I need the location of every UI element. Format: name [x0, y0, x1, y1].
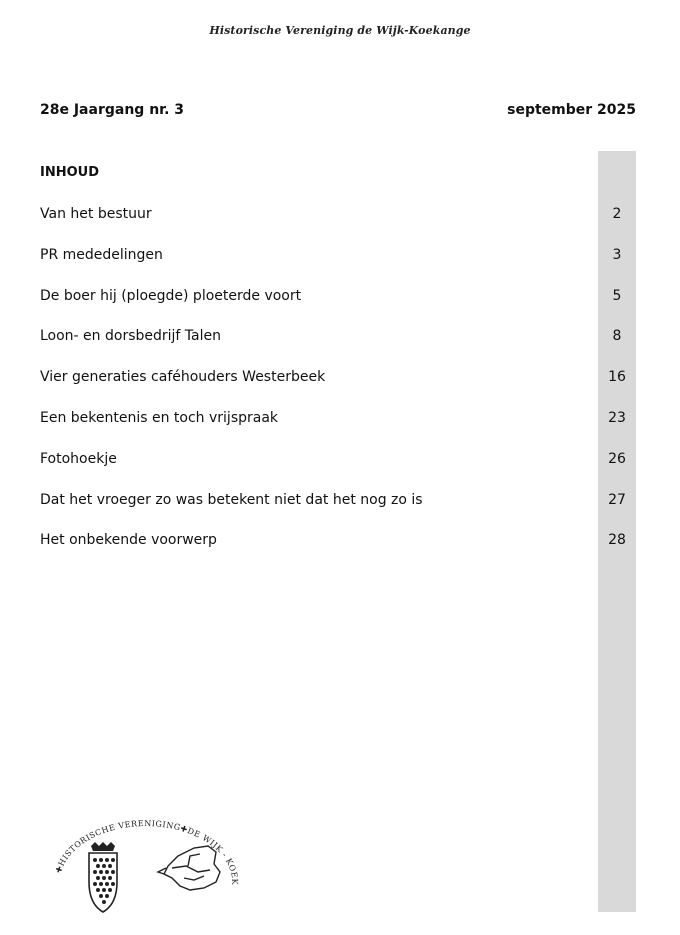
toc-item-title: Het onbekende voorwerp: [40, 532, 217, 548]
toc-item-page: 28: [608, 532, 626, 548]
toc-item[interactable]: [40, 206, 636, 226]
toc-item-page: 23: [608, 410, 626, 426]
toc-item-title: Dat het vroeger zo was betekent niet dat het nog zo is: [40, 492, 423, 508]
toc-item[interactable]: [40, 369, 636, 389]
toc-item-page: 26: [608, 451, 626, 467]
issue-volume: 28e Jaargang nr. 3: [40, 102, 184, 118]
issue-info: [40, 102, 636, 122]
toc-item[interactable]: [40, 328, 636, 348]
toc-item[interactable]: [40, 247, 636, 267]
toc-item-page: 16: [608, 369, 626, 385]
toc-item[interactable]: [40, 288, 636, 308]
toc-item-page: 27: [608, 492, 626, 508]
toc-item-title: Een bekentenis en toch vrijspraak: [40, 410, 279, 426]
toc-item[interactable]: [40, 410, 636, 430]
crest-icon: [89, 842, 117, 912]
svg-text:✚HISTORISCHE VERENIGING✚DE WIJ: ✚HISTORISCHE VERENIGING✚DE WIJK - KOEK: [53, 820, 240, 885]
toc-item-title: PR mededelingen: [40, 247, 163, 263]
society-logo: [50, 820, 240, 920]
toc-item-title: Van het bestuur: [40, 206, 152, 222]
toc-item-page: 3: [612, 247, 622, 263]
toc-heading: INHOUD: [40, 165, 99, 180]
toc-item-title: Loon- en dorsbedrijf Talen: [40, 328, 221, 344]
toc-item-title: Fotohoekje: [40, 451, 117, 467]
map-icon: [158, 846, 220, 890]
issue-date: september 2025: [507, 102, 636, 118]
toc-item[interactable]: [40, 532, 636, 552]
society-header: Historische Vereniging de Wijk-Koekange: [209, 24, 471, 37]
toc-item-title: De boer hij (ploegde) ploeterde voort: [40, 288, 302, 304]
toc-item-page: 8: [612, 328, 622, 344]
toc-item-page: 2: [612, 206, 622, 222]
toc-item[interactable]: [40, 492, 636, 512]
toc-item[interactable]: [40, 451, 636, 471]
toc-item-page: 5: [612, 288, 622, 304]
toc-item-title: Vier generaties caféhouders Westerbeek: [40, 369, 326, 385]
